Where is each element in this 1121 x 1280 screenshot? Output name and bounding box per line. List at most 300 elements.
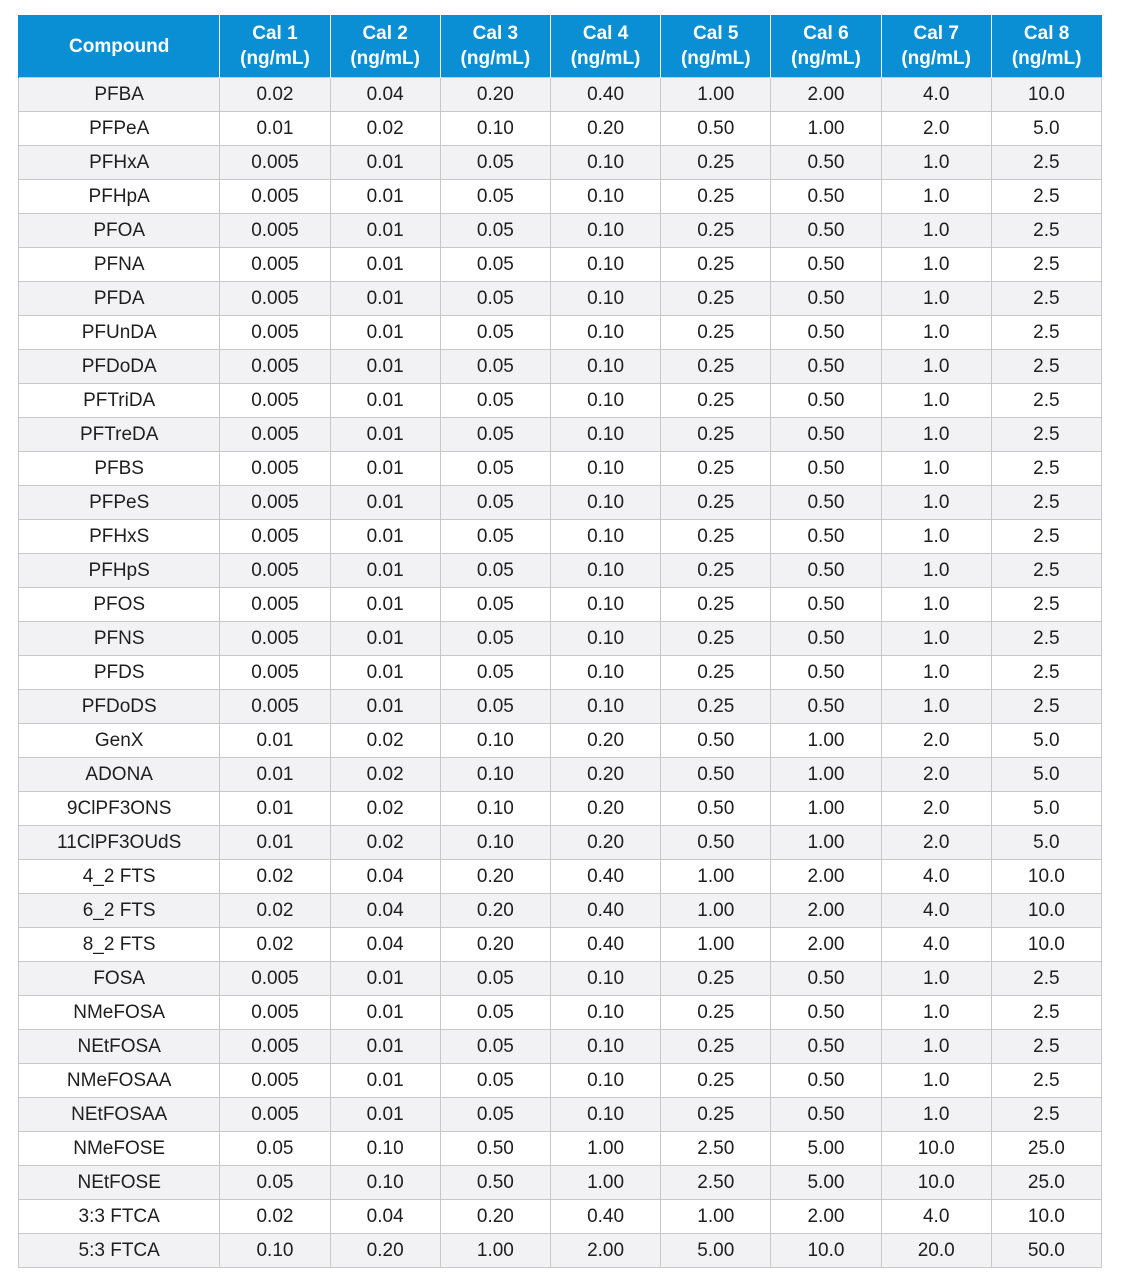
cal-value-cell: 0.05 [440,996,550,1030]
cal-value-cell: 0.50 [771,588,881,622]
cal-value-cell: 0.25 [661,1030,771,1064]
cal-value-cell: 0.50 [771,486,881,520]
cal-value-cell: 4.0 [881,78,991,112]
table-row [19,180,1102,214]
cal-value-cell: 0.10 [550,656,660,690]
cal-value-cell: 0.25 [661,180,771,214]
cal-value-cell: 0.10 [330,1166,440,1200]
cal-value-cell: 2.5 [991,996,1101,1030]
column-header-title: Compound [69,35,170,57]
compound-name-cell: FOSA [19,962,220,996]
column-header-cal-5 [661,15,771,78]
cal-value-cell: 0.01 [220,826,330,860]
compound-name-cell: PFDA [19,282,220,316]
column-header-title: Cal 8 [1023,23,1070,44]
cal-value-cell: 1.00 [661,928,771,962]
cal-value-cell: 1.0 [881,1030,991,1064]
cal-value-cell: 1.00 [661,78,771,112]
cal-value-cell: 0.10 [440,112,550,146]
cal-value-cell: 0.05 [440,690,550,724]
cal-value-cell: 0.02 [220,860,330,894]
compound-name-cell: NMeFOSA [19,996,220,1030]
cal-value-cell: 0.01 [330,180,440,214]
column-header-cal-6 [771,15,881,78]
cal-value-cell: 0.20 [330,1234,440,1268]
cal-value-cell: 0.01 [330,554,440,588]
column-header-unit: (ng/mL) [350,48,420,69]
compound-name-cell: PFHxS [19,520,220,554]
cal-value-cell: 0.25 [661,962,771,996]
compound-name-cell: 8_2 FTS [19,928,220,962]
cal-value-cell: 0.05 [220,1132,330,1166]
compound-name-cell: PFNS [19,622,220,656]
cal-value-cell: 1.00 [550,1166,660,1200]
cal-value-cell: 0.20 [550,112,660,146]
cal-value-cell: 0.25 [661,1064,771,1098]
cal-value-cell: 5.0 [991,758,1101,792]
table-row [19,996,1102,1030]
cal-value-cell: 25.0 [991,1166,1101,1200]
cal-value-cell: 1.0 [881,282,991,316]
cal-value-cell: 0.50 [771,1098,881,1132]
table-row [19,1098,1102,1132]
cal-value-cell: 2.0 [881,792,991,826]
cal-value-cell: 2.0 [881,112,991,146]
cal-value-cell: 0.50 [661,112,771,146]
cal-value-cell: 5.0 [991,724,1101,758]
compound-name-cell: PFDoDA [19,350,220,384]
cal-value-cell: 0.50 [771,282,881,316]
cal-value-cell: 0.005 [220,962,330,996]
cal-value-cell: 0.01 [330,1030,440,1064]
cal-value-cell: 0.04 [330,1200,440,1234]
cal-value-cell: 0.05 [440,214,550,248]
cal-value-cell: 0.25 [661,588,771,622]
cal-value-cell: 0.10 [550,554,660,588]
compound-name-cell: PFPeS [19,486,220,520]
cal-value-cell: 1.0 [881,350,991,384]
compound-name-cell: PFTriDA [19,384,220,418]
cal-value-cell: 0.05 [440,486,550,520]
table-row [19,826,1102,860]
table-row [19,112,1102,146]
cal-value-cell: 0.50 [771,248,881,282]
cal-value-cell: 1.00 [661,1200,771,1234]
column-header-title: Cal 4 [582,23,629,44]
cal-value-cell: 0.02 [220,928,330,962]
table-row [19,1064,1102,1098]
table-row [19,928,1102,962]
table-row [19,962,1102,996]
cal-value-cell: 0.005 [220,282,330,316]
cal-value-cell: 0.25 [661,214,771,248]
cal-value-cell: 10.0 [991,860,1101,894]
column-header-unit: (ng/mL) [460,48,531,69]
cal-value-cell: 0.10 [550,146,660,180]
cal-value-cell: 1.00 [771,724,881,758]
cal-value-cell: 2.00 [550,1234,660,1268]
table-row [19,758,1102,792]
cal-value-cell: 0.01 [330,486,440,520]
cal-value-cell: 10.0 [991,894,1101,928]
compound-name-cell: NEtFOSAA [19,1098,220,1132]
table-row [19,452,1102,486]
table-row [19,214,1102,248]
cal-value-cell: 1.0 [881,622,991,656]
cal-value-cell: 0.01 [330,452,440,486]
cal-value-cell: 1.0 [881,146,991,180]
cal-value-cell: 0.10 [440,826,550,860]
cal-value-cell: 2.5 [991,452,1101,486]
cal-value-cell: 0.50 [771,962,881,996]
cal-value-cell: 0.20 [440,894,550,928]
compound-name-cell: PFHpS [19,554,220,588]
cal-value-cell: 0.05 [440,316,550,350]
cal-value-cell: 0.05 [440,248,550,282]
compound-name-cell: NMeFOSE [19,1132,220,1166]
cal-value-cell: 0.05 [440,554,550,588]
column-header-unit: (ng/mL) [901,48,971,69]
table-row [19,282,1102,316]
table-row [19,486,1102,520]
cal-value-cell: 1.00 [771,792,881,826]
cal-value-cell: 4.0 [881,860,991,894]
cal-value-cell: 0.04 [330,894,440,928]
cal-value-cell: 0.25 [661,146,771,180]
cal-value-cell: 0.50 [661,724,771,758]
cal-value-cell: 0.10 [550,1098,660,1132]
cal-value-cell: 0.005 [220,690,330,724]
column-header-unit: (ng/mL) [1011,48,1082,69]
cal-value-cell: 0.005 [220,180,330,214]
cal-value-cell: 0.50 [440,1166,550,1200]
cal-value-cell: 4.0 [881,894,991,928]
cal-value-cell: 2.5 [991,418,1101,452]
compound-name-cell: PFTreDA [19,418,220,452]
cal-value-cell: 0.01 [330,214,440,248]
cal-value-cell: 2.00 [771,860,881,894]
cal-value-cell: 0.05 [440,1098,550,1132]
cal-value-cell: 0.10 [330,1132,440,1166]
table-row [19,690,1102,724]
compound-name-cell: 5:3 FTCA [19,1234,220,1268]
cal-value-cell: 4.0 [881,928,991,962]
header-row [19,15,1102,78]
cal-value-cell: 1.0 [881,588,991,622]
table-row [19,554,1102,588]
calibration-table [18,15,1102,1268]
cal-value-cell: 0.10 [550,350,660,384]
cal-value-cell: 0.20 [440,1200,550,1234]
compound-name-cell: PFHpA [19,180,220,214]
compound-name-cell: PFDS [19,656,220,690]
cal-value-cell: 0.25 [661,520,771,554]
table-row [19,520,1102,554]
cal-value-cell: 0.10 [440,758,550,792]
cal-value-cell: 0.005 [220,350,330,384]
cal-value-cell: 0.01 [220,724,330,758]
table-row [19,656,1102,690]
cal-value-cell: 0.01 [330,588,440,622]
compound-name-cell: ADONA [19,758,220,792]
cal-value-cell: 0.25 [661,996,771,1030]
column-header-title: Cal 7 [913,23,959,44]
column-header-cal-1 [220,15,330,78]
compound-name-cell: 4_2 FTS [19,860,220,894]
cal-value-cell: 0.10 [550,996,660,1030]
cal-value-cell: 2.5 [991,282,1101,316]
cal-value-cell: 0.05 [440,146,550,180]
cal-value-cell: 0.10 [550,1064,660,1098]
cal-value-cell: 0.50 [771,214,881,248]
cal-value-cell: 0.50 [771,350,881,384]
cal-value-cell: 2.5 [991,350,1101,384]
cal-value-cell: 0.25 [661,690,771,724]
cal-value-cell: 0.40 [550,860,660,894]
cal-value-cell: 0.01 [330,384,440,418]
cal-value-cell: 0.005 [220,1064,330,1098]
compound-name-cell: NEtFOSA [19,1030,220,1064]
cal-value-cell: 0.02 [220,78,330,112]
cal-value-cell: 0.10 [550,180,660,214]
cal-value-cell: 2.00 [771,928,881,962]
cal-value-cell: 0.02 [330,792,440,826]
cal-value-cell: 0.005 [220,588,330,622]
cal-value-cell: 0.005 [220,656,330,690]
cal-value-cell: 0.25 [661,350,771,384]
column-header-unit: (ng/mL) [791,48,861,69]
table-row [19,1166,1102,1200]
cal-value-cell: 0.05 [440,180,550,214]
compound-name-cell: PFBS [19,452,220,486]
cal-value-cell: 0.50 [771,384,881,418]
cal-value-cell: 2.00 [771,1200,881,1234]
cal-value-cell: 0.50 [440,1132,550,1166]
cal-value-cell: 1.00 [771,112,881,146]
table-row [19,384,1102,418]
cal-value-cell: 5.0 [991,112,1101,146]
cal-value-cell: 0.01 [330,622,440,656]
cal-value-cell: 1.0 [881,554,991,588]
cal-value-cell: 0.10 [550,1030,660,1064]
cal-value-cell: 1.0 [881,996,991,1030]
cal-value-cell: 2.0 [881,826,991,860]
compound-name-cell: PFHxA [19,146,220,180]
cal-value-cell: 0.01 [330,316,440,350]
cal-value-cell: 0.05 [440,520,550,554]
cal-value-cell: 2.5 [991,214,1101,248]
cal-value-cell: 0.005 [220,418,330,452]
cal-value-cell: 5.00 [661,1234,771,1268]
cal-value-cell: 0.01 [220,792,330,826]
column-header-compound [19,15,220,78]
cal-value-cell: 0.05 [440,452,550,486]
cal-value-cell: 50.0 [991,1234,1101,1268]
column-header-unit: (ng/mL) [680,48,751,69]
cal-value-cell: 2.5 [991,486,1101,520]
cal-value-cell: 0.20 [550,724,660,758]
cal-value-cell: 0.02 [330,724,440,758]
cal-value-cell: 20.0 [881,1234,991,1268]
cal-value-cell: 0.05 [440,418,550,452]
cal-value-cell: 0.04 [330,78,440,112]
table-row [19,1030,1102,1064]
cal-value-cell: 2.5 [991,656,1101,690]
cal-value-cell: 0.25 [661,418,771,452]
cal-value-cell: 0.50 [771,146,881,180]
column-header-cal-3 [440,15,550,78]
cal-value-cell: 0.10 [550,282,660,316]
cal-value-cell: 0.05 [440,1030,550,1064]
cal-value-cell: 0.01 [220,112,330,146]
cal-value-cell: 5.00 [771,1132,881,1166]
cal-value-cell: 0.005 [220,248,330,282]
column-header-cal-2 [330,15,440,78]
table-row [19,78,1102,112]
cal-value-cell: 0.50 [771,520,881,554]
cal-value-cell: 0.05 [220,1166,330,1200]
cal-value-cell: 2.5 [991,384,1101,418]
cal-value-cell: 0.20 [550,826,660,860]
cal-value-cell: 0.25 [661,554,771,588]
cal-value-cell: 0.05 [440,588,550,622]
cal-value-cell: 2.0 [881,724,991,758]
cal-value-cell: 2.5 [991,1030,1101,1064]
cal-value-cell: 0.10 [440,792,550,826]
cal-value-cell: 0.05 [440,656,550,690]
table-row [19,350,1102,384]
compound-name-cell: 6_2 FTS [19,894,220,928]
cal-value-cell: 0.10 [220,1234,330,1268]
cal-value-cell: 0.005 [220,452,330,486]
cal-value-cell: 1.0 [881,384,991,418]
cal-value-cell: 0.50 [771,418,881,452]
cal-value-cell: 2.50 [661,1132,771,1166]
cal-value-cell: 1.00 [661,894,771,928]
cal-value-cell: 0.01 [330,248,440,282]
cal-value-cell: 0.005 [220,316,330,350]
compound-name-cell: PFDoDS [19,690,220,724]
cal-value-cell: 0.40 [550,894,660,928]
cal-value-cell: 0.005 [220,520,330,554]
cal-value-cell: 2.5 [991,146,1101,180]
cal-value-cell: 2.5 [991,520,1101,554]
cal-value-cell: 0.25 [661,316,771,350]
cal-value-cell: 1.0 [881,1098,991,1132]
cal-value-cell: 10.0 [881,1166,991,1200]
cal-value-cell: 0.25 [661,1098,771,1132]
cal-value-cell: 2.5 [991,588,1101,622]
cal-value-cell: 0.25 [661,452,771,486]
cal-value-cell: 10.0 [991,78,1101,112]
cal-value-cell: 0.01 [330,996,440,1030]
cal-value-cell: 0.05 [440,1064,550,1098]
cal-value-cell: 0.01 [220,758,330,792]
cal-value-cell: 0.50 [771,996,881,1030]
cal-value-cell: 0.20 [550,792,660,826]
cal-value-cell: 0.50 [661,758,771,792]
cal-value-cell: 0.10 [550,384,660,418]
column-header-cal-4 [550,15,660,78]
cal-value-cell: 5.0 [991,826,1101,860]
cal-value-cell: 1.0 [881,418,991,452]
cal-value-cell: 0.005 [220,146,330,180]
table-row [19,894,1102,928]
cal-value-cell: 0.05 [440,384,550,418]
cal-value-cell: 10.0 [771,1234,881,1268]
cal-value-cell: 0.01 [330,690,440,724]
table-row [19,860,1102,894]
table-row [19,316,1102,350]
cal-value-cell: 1.0 [881,248,991,282]
cal-value-cell: 1.0 [881,214,991,248]
cal-value-cell: 0.02 [330,112,440,146]
column-header-unit: (ng/mL) [570,48,641,69]
cal-value-cell: 2.00 [771,78,881,112]
cal-value-cell: 0.01 [330,1064,440,1098]
cal-value-cell: 0.50 [771,622,881,656]
cal-value-cell: 2.5 [991,316,1101,350]
column-header-title: Cal 6 [803,23,849,44]
cal-value-cell: 0.50 [771,452,881,486]
cal-value-cell: 0.05 [440,962,550,996]
column-header-title: Cal 2 [362,23,408,44]
compound-name-cell: 3:3 FTCA [19,1200,220,1234]
cal-value-cell: 0.005 [220,1030,330,1064]
cal-value-cell: 0.50 [771,554,881,588]
compound-name-cell: PFOS [19,588,220,622]
cal-value-cell: 2.5 [991,622,1101,656]
cal-value-cell: 0.01 [330,962,440,996]
table-row [19,1132,1102,1166]
cal-value-cell: 1.0 [881,452,991,486]
cal-value-cell: 0.10 [550,690,660,724]
cal-value-cell: 0.10 [550,486,660,520]
cal-value-cell: 0.40 [550,1200,660,1234]
compound-name-cell: 9ClPF3ONS [19,792,220,826]
cal-value-cell: 1.00 [771,758,881,792]
cal-value-cell: 1.00 [440,1234,550,1268]
cal-value-cell: 0.50 [661,792,771,826]
cal-value-cell: 0.10 [550,622,660,656]
cal-value-cell: 0.005 [220,996,330,1030]
cal-value-cell: 1.0 [881,520,991,554]
cal-value-cell: 2.50 [661,1166,771,1200]
cal-value-cell: 0.005 [220,214,330,248]
cal-value-cell: 0.50 [771,180,881,214]
cal-value-cell: 0.02 [220,894,330,928]
cal-value-cell: 0.01 [330,418,440,452]
cal-value-cell: 0.50 [661,826,771,860]
cal-value-cell: 1.0 [881,486,991,520]
cal-value-cell: 0.10 [550,316,660,350]
cal-value-cell: 0.10 [550,962,660,996]
cal-value-cell: 0.25 [661,384,771,418]
cal-value-cell: 0.50 [771,316,881,350]
table-body [19,78,1102,1268]
cal-value-cell: 0.02 [330,826,440,860]
cal-value-cell: 10.0 [881,1132,991,1166]
cal-value-cell: 1.0 [881,1064,991,1098]
compound-name-cell: PFOA [19,214,220,248]
cal-value-cell: 0.10 [550,588,660,622]
cal-value-cell: 0.40 [550,78,660,112]
cal-value-cell: 0.005 [220,486,330,520]
cal-value-cell: 1.0 [881,316,991,350]
cal-value-cell: 0.20 [440,928,550,962]
cal-value-cell: 0.02 [330,758,440,792]
cal-value-cell: 0.50 [771,690,881,724]
